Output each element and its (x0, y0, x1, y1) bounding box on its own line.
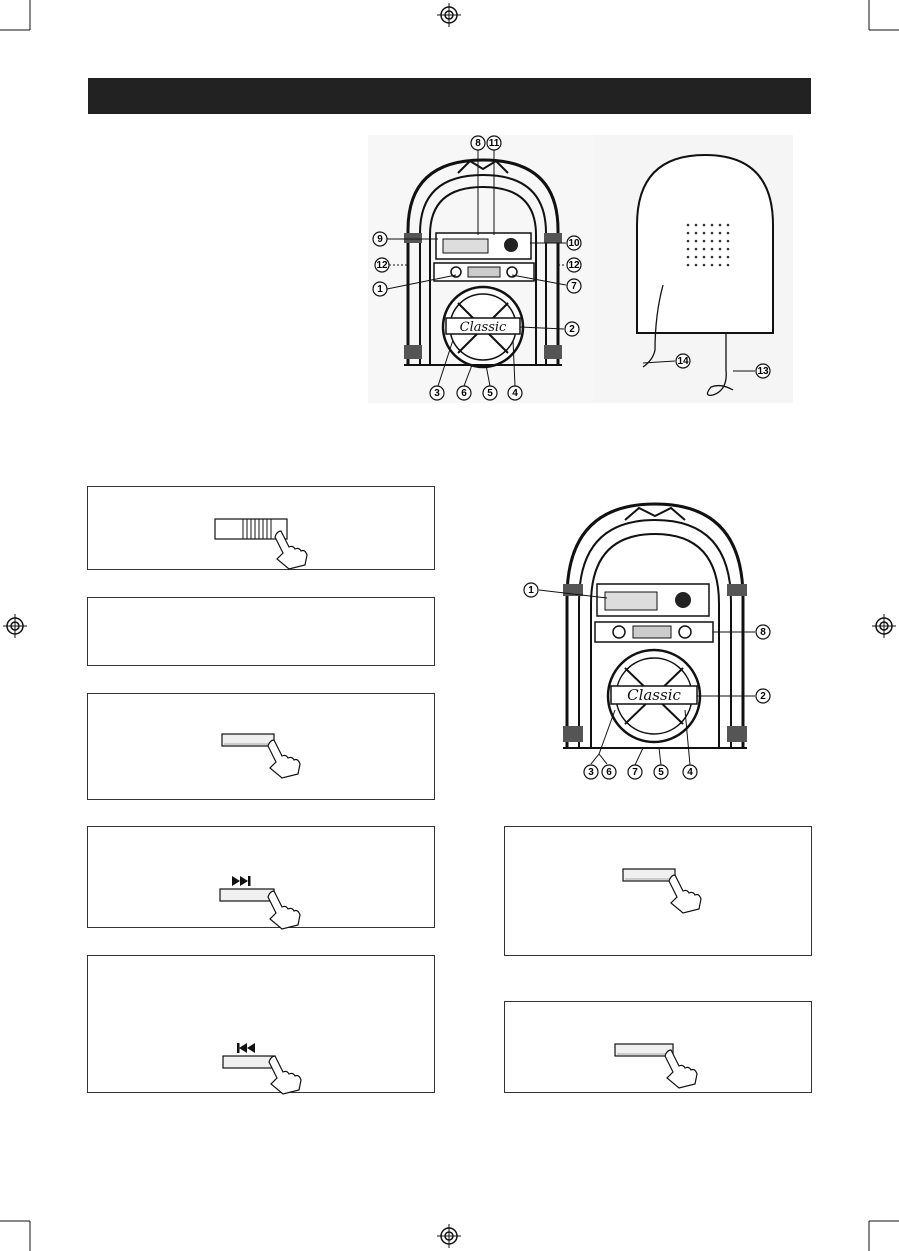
jukebox-back-diagram (593, 135, 793, 405)
callout-4: 4 (687, 767, 693, 778)
instruction-box-skip-back (87, 955, 435, 1093)
button-press-illustration (623, 865, 723, 917)
button-press-illustration (222, 730, 322, 780)
callout-7: 7 (632, 767, 638, 778)
svg-text:Classic: Classic (459, 320, 507, 335)
callout-6: 6 (606, 767, 612, 778)
callout-7: 7 (571, 281, 577, 292)
callout-13: 13 (757, 366, 769, 377)
slide-switch-illustration (215, 517, 325, 567)
callout-12-right: 12 (568, 260, 580, 271)
pointing-hand-icon (665, 1050, 697, 1088)
instruction-box-empty (87, 597, 435, 666)
registration-mark-icon (3, 614, 27, 638)
button-press-illustration (615, 1040, 715, 1092)
jukebox-front-diagram (368, 135, 598, 403)
pointing-hand-icon (669, 875, 701, 913)
callout-2: 2 (760, 691, 766, 702)
instruction-box-right-1 (504, 826, 812, 956)
registration-mark-icon (437, 1224, 461, 1248)
skip-back-icon (237, 1043, 255, 1053)
pointing-hand-icon (269, 1056, 301, 1094)
skip-back-illustration (223, 1040, 333, 1092)
callout-1: 1 (377, 284, 383, 295)
callout-10: 10 (568, 238, 580, 249)
callout-8: 8 (760, 627, 766, 638)
instruction-box-right-2 (504, 1001, 812, 1093)
callout-1: 1 (528, 585, 534, 596)
skip-forward-icon (232, 876, 251, 886)
instruction-box-play-button (87, 693, 435, 800)
callout-3: 3 (588, 767, 594, 778)
instruction-box-switch (87, 486, 435, 570)
registration-mark-icon (872, 614, 896, 638)
instruction-box-skip-forward (87, 826, 435, 928)
callout-2: 2 (569, 324, 575, 335)
pointing-hand-icon (268, 891, 300, 929)
svg-text:Classic: Classic (627, 686, 681, 704)
callout-12-left: 12 (376, 260, 388, 271)
jukebox-front-diagram-small (515, 498, 775, 788)
callout-14: 14 (677, 356, 689, 367)
callout-9: 9 (377, 234, 383, 245)
callout-5: 5 (487, 388, 493, 399)
callout-11: 11 (488, 138, 500, 149)
callout-4: 4 (512, 388, 518, 399)
section-header-bar (88, 78, 811, 114)
callout-8: 8 (475, 138, 481, 149)
skip-forward-illustration (220, 873, 330, 929)
registration-mark-icon (437, 3, 461, 27)
callout-3: 3 (434, 388, 440, 399)
callout-6: 6 (461, 388, 467, 399)
callout-5: 5 (658, 767, 664, 778)
pointing-hand-icon (268, 740, 300, 778)
pointing-hand-icon (275, 531, 307, 569)
